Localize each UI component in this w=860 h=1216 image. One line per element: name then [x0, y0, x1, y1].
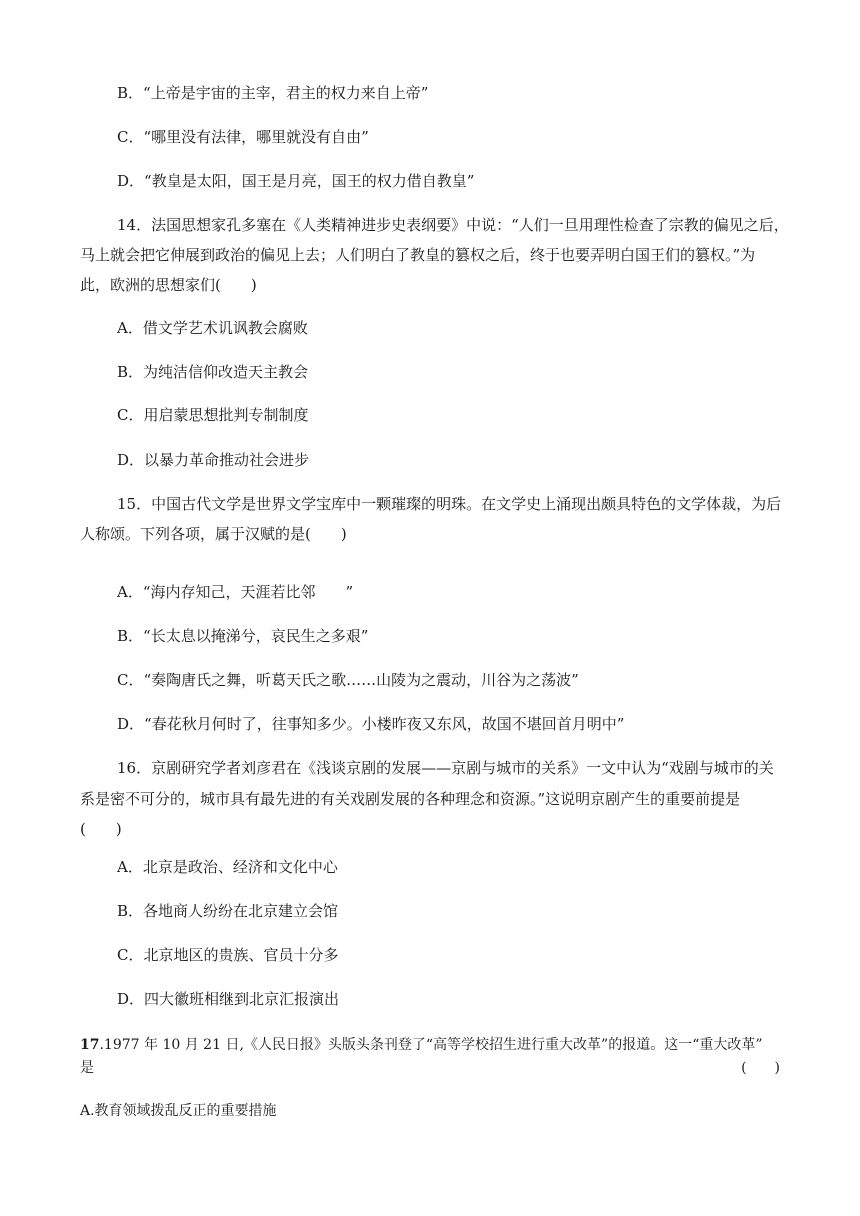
q17-stem-end: 是 — [80, 1060, 94, 1076]
q14-stem-line-2: 马上就会把它伸展到政治的偏见上去；人们明白了教皇的篡权之后，终于也要弄明白国王们的篡权。”为 — [80, 246, 756, 264]
q17-answer-paren: ( ) — [741, 1060, 780, 1076]
q14-option-b: B．为纯洁信仰改造天主教会 — [117, 363, 309, 381]
q16-stem-line-2: 系是密不可分的，城市具有最先进的有关戏剧发展的各种理念和资源。”这说明京剧产生的重要前提是 — [80, 790, 741, 808]
q17-stem-line-1 — [80, 1035, 763, 1055]
q15-option-b: B．“长太息以掩涕兮，哀民生之多艰” — [117, 627, 369, 645]
q15-stem-line-1: 15．中国古代文学是世界文学宝库中一颗璀璨的明珠。在文学史上涌现出颇具特色的文学体裁，为后 — [117, 495, 782, 513]
q16-stem-line-1: 16．京剧研究学者刘彦君在《浅谈京剧的发展——京剧与城市的关系》一文中认为“戏剧与城市的关 — [117, 759, 774, 777]
q17-stem-line-2 — [80, 1058, 780, 1078]
q15-option-c: C．“奏陶唐氏之舞，听葛天氏之歌……山陵为之震动，川谷为之荡波” — [117, 671, 579, 689]
q16-option-c: C．北京地区的贵族、官员十分多 — [117, 946, 339, 964]
q16-option-a: A．北京是政治、经济和文化中心 — [117, 858, 338, 876]
q14-stem-line-3: 此，欧洲的思想家们( ) — [80, 276, 257, 294]
q14-option-a: A．借文学艺术讥讽教会腐败 — [117, 319, 308, 337]
q16-stem-line-3: ( ) — [80, 820, 122, 838]
q15-stem-line-2: 人称颂。下列各项，属于汉赋的是( ) — [80, 525, 347, 543]
q14-option-d: D．以暴力革命推动社会进步 — [117, 451, 310, 469]
q17-number: 17 — [80, 1037, 100, 1053]
q14-stem-line-1: 14．法国思想家孔多塞在《人类精神进步史表纲要》中说：“人们一旦用理性检查了宗教的偏见之后， — [117, 216, 789, 234]
q17-option-a: A.教育领域拨乱反正的重要措施 — [80, 1103, 277, 1119]
q17-stem-text: .1977 年 10 月 21 日,《人民日报》头版头条刊登了“高等学校招生进行重大改革”的报道。这一“重大改革” — [99, 1037, 763, 1053]
q13-option-b: B．“上帝是宇宙的主宰，君主的权力来自上帝” — [117, 84, 429, 102]
q14-option-c: C．用启蒙思想批判专制制度 — [117, 406, 309, 424]
q15-option-a: A．“海内存知己，天涯若比邻 ” — [117, 583, 354, 601]
q15-option-d: D．“春花秋月何时了，往事知多少。小楼昨夜又东风，故国不堪回首月明中” — [117, 715, 625, 733]
q13-option-c: C．“哪里没有法律，哪里就没有自由” — [117, 128, 369, 146]
q13-option-d: D．“教皇是太阳，国王是月亮，国王的权力借自教皇” — [117, 172, 475, 190]
q16-option-b: B．各地商人纷纷在北京建立会馆 — [117, 902, 339, 920]
q16-option-d: D．四大徽班相继到北京汇报演出 — [117, 990, 340, 1008]
